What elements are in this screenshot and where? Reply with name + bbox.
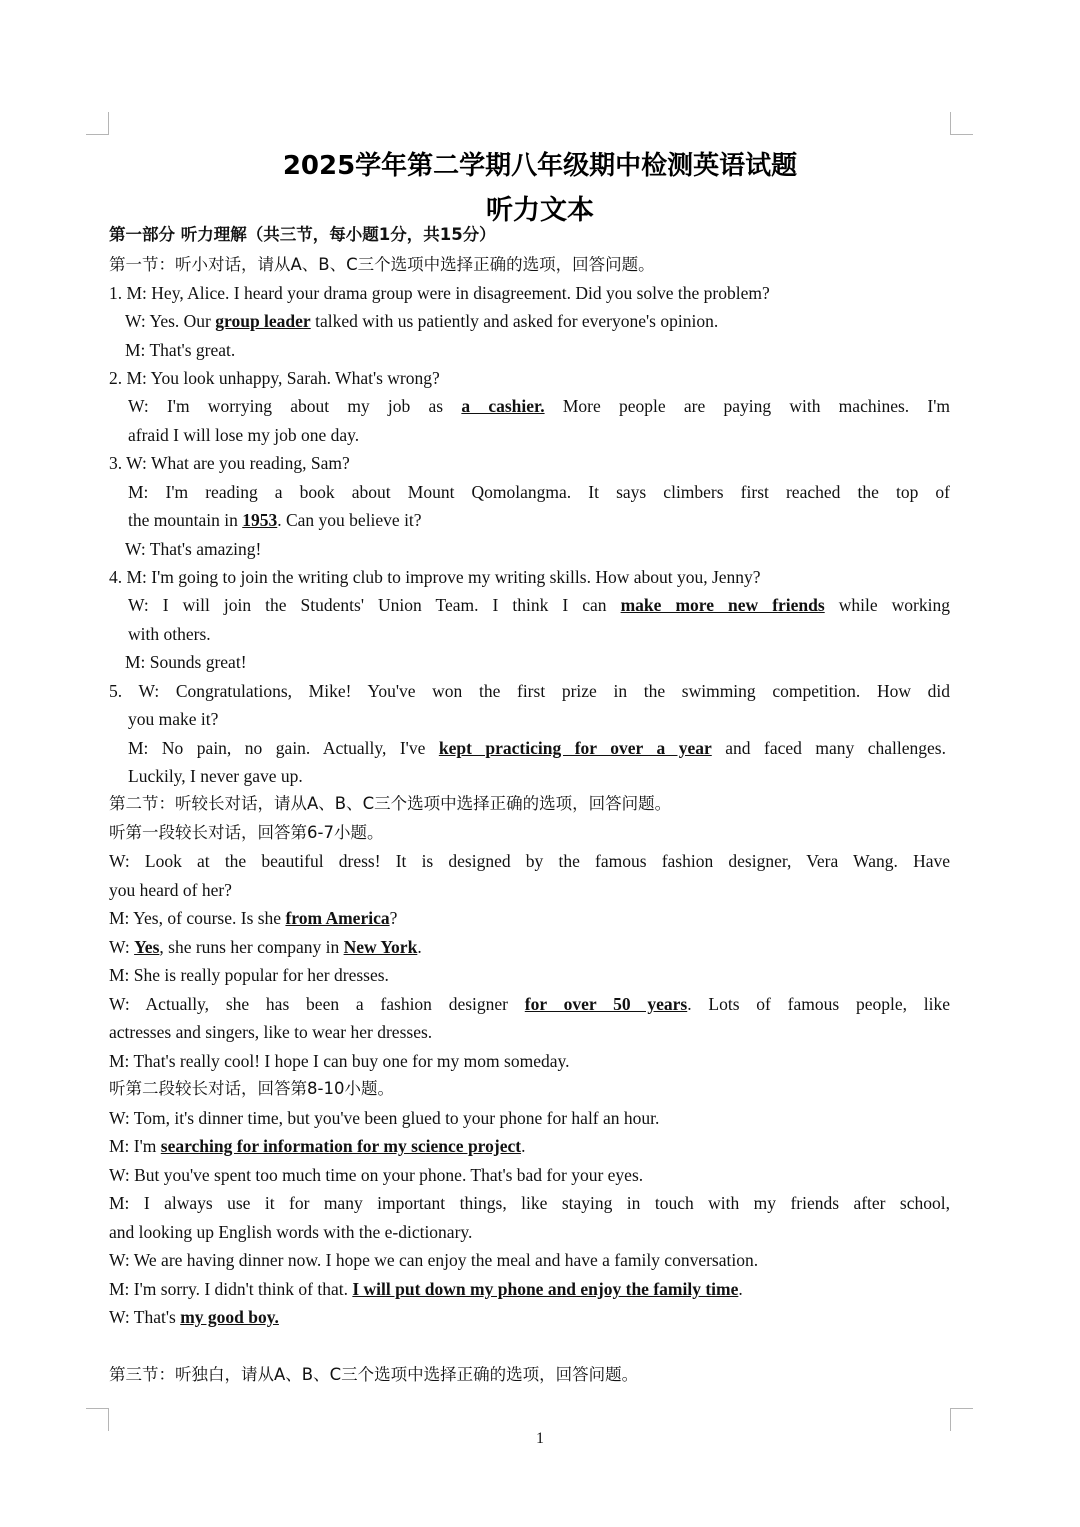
dialog1-line: W: Look at the beautiful dress! It is designed by the famous fashion designer, Vera Wang. Have [109,851,950,871]
dialog2-line: and looking up English words with the e-dictionary. [109,1222,473,1242]
q5-line: M: No pain, no gain. Actually, I've kept practicing for over a year and faced many challenges. [128,738,946,758]
q4-line: with others. [128,624,211,644]
dialog2-line: M: I'm searching for information for my science project. [109,1136,526,1156]
answer-underline: a cashier. [461,396,545,416]
q2-line: afraid I will lose my job one day. [128,425,360,445]
answer-underline: from America [285,908,390,928]
answer-underline: New York [343,937,418,957]
section3-heading: 第三节：听独白，请从A、B、C三个选项中选择正确的选项，回答问题。 [109,1365,639,1384]
answer-underline: kept practicing for over a year [438,738,712,758]
section2-heading: 第二节：听较长对话，请从A、B、C三个选项中选择正确的选项，回答问题。 [109,794,672,813]
answer-underline: my good boy. [180,1307,279,1327]
q3-line: W: That's amazing! [125,539,262,559]
q3-line: M: I'm reading a book about Mount Qomolangma. It says climbers first reached the top of [128,482,950,502]
dialog2-line: W: We are having dinner now. I hope we can enjoy the meal and have a family conversation. [109,1250,759,1270]
dialog1-line: actresses and singers, like to wear her dresses. [109,1022,433,1042]
q3-line: 3. W: What are you reading, Sam? [109,453,350,473]
dialog2-line: M: I always use it for many important things, like staying in touch with my friends after school, [109,1193,950,1213]
dialog2-line: W: Tom, it's dinner time, but you've been glued to your phone for half an hour. [109,1108,660,1128]
answer-underline: searching for information for my science project [160,1136,522,1156]
dialog1-line: M: Yes, of course. Is she from America? [109,908,398,928]
q1-line: W: Yes. Our group leader talked with us patiently and asked for everyone's opinion. [125,311,719,331]
dialog2-heading: 听第二段较长对话，回答第8-10小题。 [109,1079,394,1098]
dialog1-heading: 听第一段较长对话，回答第6-7小题。 [109,823,384,842]
crop-mark-bottom-left [86,1408,109,1431]
q3-line: the mountain in 1953. Can you believe it? [128,510,422,530]
q2-line: 2. M: You look unhappy, Sarah. What's wrong? [109,368,440,388]
q1-line: M: That's great. [125,340,236,360]
q1-line: 1. M: Hey, Alice. I heard your drama group were in disagreement. Did you solve the problem? [109,283,770,303]
q4-line: M: Sounds great! [125,652,247,672]
page-number: 1 [536,1430,544,1447]
answer-underline: 1953 [242,510,278,530]
answer-underline: for over 50 years [524,994,688,1014]
q2-line: W: I'm worrying about my job as a cashier. More people are paying with machines. I'm [128,396,950,416]
dialog1-line: M: She is really popular for her dresses. [109,965,389,985]
answer-underline: group leader [215,311,311,331]
dialog2-line: W: That's my good boy. [109,1307,279,1327]
crop-mark-bottom-right [950,1408,973,1431]
answer-underline: I will put down my phone and enjoy the family time [352,1279,739,1299]
dialog1-line: you heard of her? [109,880,232,900]
section1-heading: 第一节：听小对话，请从A、B、C三个选项中选择正确的选项，回答问题。 [109,255,655,274]
q5-line: 5. W: Congratulations, Mike! You've won the first prize in the swimming competition. How did [109,681,950,701]
crop-mark-top-right [950,112,973,135]
answer-underline: make more new friends [620,595,825,615]
document-subtitle: 听力文本 [486,195,594,226]
crop-mark-top-left [86,112,109,135]
dialog1-line: W: Yes, she runs her company in New York. [109,937,422,957]
q4-line: 4. M: I'm going to join the writing club to improve my writing skills. How about you, Jenny? [109,567,761,587]
q5-line: Luckily, I never gave up. [128,766,303,786]
q5-line: you make it? [128,709,219,729]
part1-heading: 第一部分 听力理解（共三节，每小题1分，共15分） [109,225,496,244]
dialog1-line: W: Actually, she has been a fashion designer for over 50 years. Lots of famous people, like [109,994,950,1014]
q4-line: W: I will join the Students' Union Team. I think I can make more new friends while working [128,595,950,615]
document-title: 2025学年第二学期八年级期中检测英语试题 [282,151,798,181]
answer-underline: Yes [134,937,160,957]
dialog1-line: M: That's really cool! I hope I can buy one for my mom someday. [109,1051,570,1071]
dialog2-line: M: I'm sorry. I didn't think of that. I will put down my phone and enjoy the family time. [109,1279,743,1299]
dialog2-line: W: But you've spent too much time on your phone. That's bad for your eyes. [109,1165,644,1185]
